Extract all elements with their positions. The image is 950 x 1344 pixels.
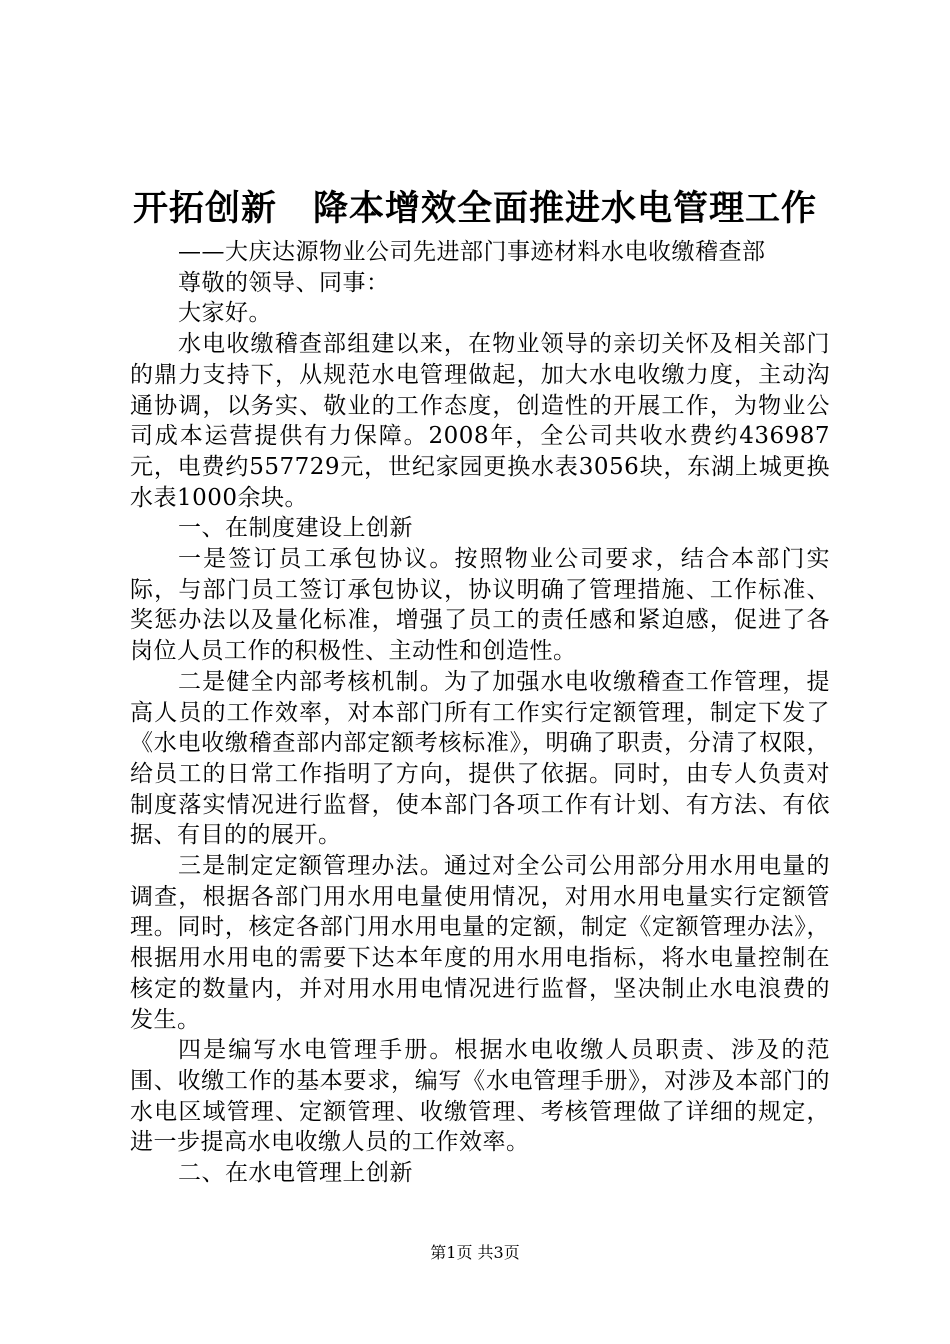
paragraph-item-2: 二是健全内部考核机制。为了加强水电收缴稽查工作管理，提高人员的工作效率，对本部门所有工作实行定额管理，制定下发了《水电收缴稽查部内部定额考核标准》，明确了职责，分清了权限，给员工的日常工作指明了方向，提供了依据。同时，由专人负责对制度落实情况进行监督，使本部门各项工作有计划、有方法、有依据、有目的的展开。 bbox=[130, 668, 830, 849]
document-title: 开拓创新 降本增效全面推进水电管理工作 bbox=[132, 188, 817, 229]
section-heading-2: 二、在水电管理上创新 bbox=[178, 1160, 413, 1187]
document-body bbox=[130, 237, 830, 1189]
paragraph-item-1: 一是签订员工承包协议。按照物业公司要求，结合本部门实际，与部门员工签订承包协议，协议明确了管理措施、工作标准、奖惩办法以及量化标准，增强了员工的责任感和紧迫感，促进了各岗位人员工作的积极性、主动性和创造性。 bbox=[130, 546, 830, 665]
greeting: 大家好。 bbox=[178, 300, 272, 327]
paragraph-item-4: 四是编写水电管理手册。根据水电收缴人员职责、涉及的范围、收缴工作的基本要求，编写《水电管理手册》，对涉及本部门的水电区域管理、定额管理、收缴管理、考核管理做了详细的规定，进一步提高水电收缴人员的工作效率。 bbox=[130, 1037, 830, 1156]
salutation: 尊敬的领导、同事： bbox=[178, 269, 390, 296]
page-number: 第1页 共3页 bbox=[430, 1243, 520, 1262]
paragraph-intro: 水电收缴稽查部组建以来，在物业领导的亲切关怀及相关部门的鼎力支持下，从规范水电管理做起，加大水电收缴力度，主动沟通协调，以务实、敬业的工作态度，创造性的开展工作，为物业公司成本运营提供有力保障。2008年，全公司共收水费约436987元，电费约557729元，世纪家园更换水表3056块，东湖上城更换水表1000余块。 bbox=[130, 331, 830, 511]
section-heading-1: 一、在制度建设上创新 bbox=[178, 515, 413, 542]
paragraph-item-3: 三是制定定额管理办法。通过对全公司公用部分用水用电量的调查，根据各部门用水用电量使用情况，对用水用电量实行定额管理。同时，核定各部门用水用电量的定额，制定《定额管理办法》，根据用水用电的需要下达本年度的用水用电指标，将水电量控制在核定的数量内，并对用水用电情况进行监督，坚决制止水电浪费的发生。 bbox=[130, 853, 830, 1033]
document-subtitle: ——大庆达源物业公司先进部门事迹材料水电收缴稽查部 bbox=[178, 239, 766, 265]
